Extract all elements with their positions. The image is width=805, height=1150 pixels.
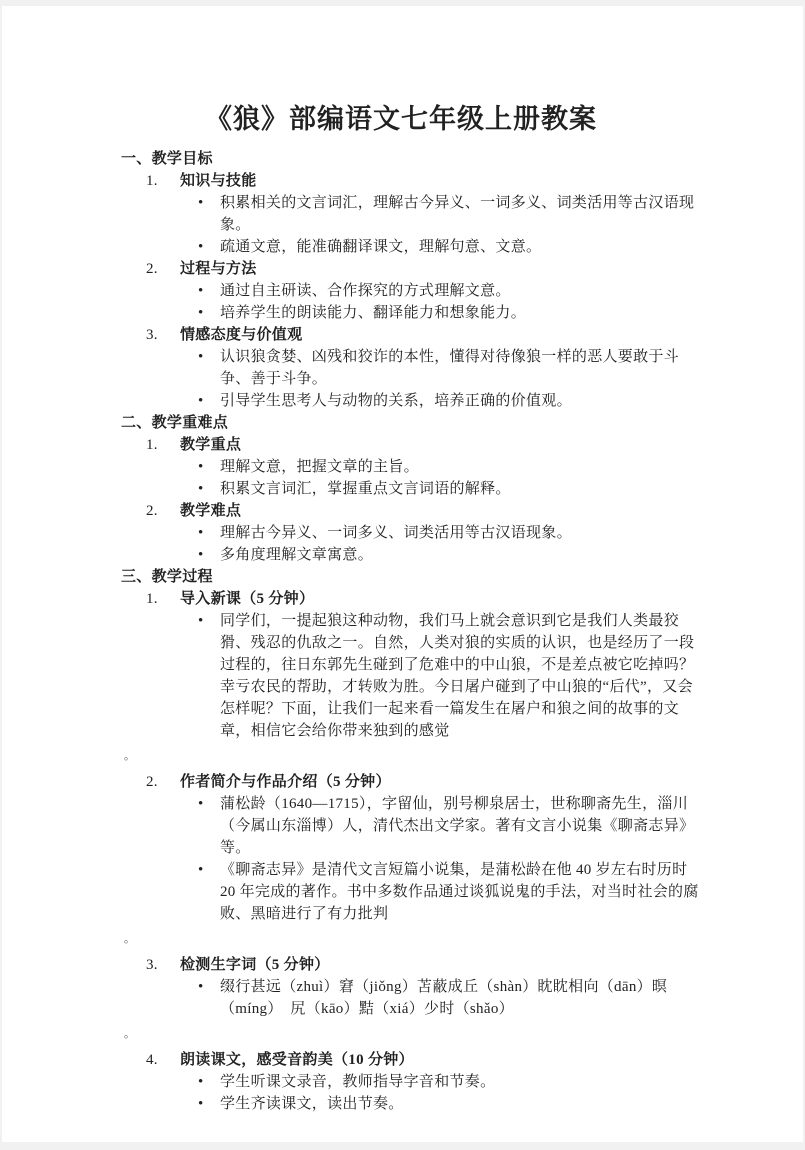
bullet-text: 通过自主研读、合作探究的方式理解文意。 xyxy=(220,283,511,299)
item-number: 4. xyxy=(146,1052,158,1068)
bullet-icon: • xyxy=(198,305,204,321)
bullet-text: 认识狼贪婪、凶残和狡诈的本性，懂得对待像狼一样的恶人要敢于斗争、善于斗争。 xyxy=(220,349,680,387)
bullet-text: 疏通文意，能准确翻译课文，理解句意、文意。 xyxy=(220,239,542,255)
bullet-icon: • xyxy=(198,393,204,409)
outline-item xyxy=(146,954,703,976)
bullet-text: 积累相关的文言词汇，理解古今异义、一词多义、词类活用等古汉语现象。 xyxy=(220,195,695,233)
bullet-icon: • xyxy=(198,283,204,299)
outline-item xyxy=(146,588,703,610)
item-title: 情感态度与价值观 xyxy=(180,327,303,343)
bullet-icon: • xyxy=(198,349,204,365)
item-number: 3. xyxy=(146,327,158,343)
bullet-icon: • xyxy=(198,796,204,812)
document-page xyxy=(2,6,803,1142)
section-heading: 三、教学过程 xyxy=(121,569,213,585)
bullet-item xyxy=(196,280,703,302)
bullet-icon: • xyxy=(198,195,204,211)
section-teaching-goals xyxy=(121,148,703,412)
item-number: 3. xyxy=(146,957,158,973)
section-key-difficult-points xyxy=(121,412,703,566)
item-title: 教学难点 xyxy=(180,503,242,519)
section-teaching-process xyxy=(121,566,703,1115)
bullet-item xyxy=(196,478,703,500)
section-heading: 一、教学目标 xyxy=(121,151,213,167)
bullet-item xyxy=(196,793,703,859)
outline-item xyxy=(146,258,703,280)
bullet-text: 同学们，一提起狼这种动物，我们马上就会意识到它是我们人类最狡猾、残忍的仇敌之一。自然，人类对狼的实质的认识，也是经历了一段过程的，往日东郭先生碰到了危难中的中山狼，不是差点被它吃掉吗？幸亏农民的帮助，才转败为胜。今日屠户碰到了中山狼的“后代”，又会怎样呢？下面，让我们一起来看一篇发生在屠户和狼之间的故事的文章，相信它会给你带来独到的感觉 xyxy=(220,613,695,739)
bullet-icon: • xyxy=(198,613,204,629)
item-number: 2. xyxy=(146,774,158,790)
stray-period: 。 xyxy=(124,1028,136,1040)
bullet-text: 学生齐读课文，读出节奏。 xyxy=(220,1096,404,1112)
bullet-item xyxy=(196,456,703,478)
item-title: 作者简介与作品介绍（5 分钟） xyxy=(180,774,391,790)
bullet-icon: • xyxy=(198,547,204,563)
bullet-item xyxy=(196,346,703,390)
stray-period: 。 xyxy=(124,750,136,762)
item-number: 2. xyxy=(146,261,158,277)
item-title: 朗读课文，感受音韵美（10 分钟） xyxy=(180,1052,414,1068)
bullet-item xyxy=(196,544,703,566)
bullet-item xyxy=(196,192,703,236)
item-title: 导入新课（5 分钟） xyxy=(180,591,315,607)
bullet-text: 缀行甚远（zhuì）窘（jiǒng）苫蔽成丘（shàn）眈眈相向（dān）暝（míng） 尻（kāo）黠（xiá）少时（shǎo） xyxy=(220,979,668,1017)
item-title: 教学重点 xyxy=(180,437,242,453)
bullet-icon: • xyxy=(198,862,204,878)
bullet-icon: • xyxy=(198,459,204,475)
item-title: 过程与方法 xyxy=(180,261,257,277)
stray-period: 。 xyxy=(124,933,136,945)
bullet-item xyxy=(196,1071,703,1093)
item-number: 2. xyxy=(146,503,158,519)
bullet-item xyxy=(196,390,703,412)
bullet-item xyxy=(196,976,703,1020)
outline-item xyxy=(146,324,703,346)
bullet-text: 多角度理解文章寓意。 xyxy=(220,547,374,563)
bullet-icon: • xyxy=(198,481,204,497)
outline-item xyxy=(146,434,703,456)
bullet-icon: • xyxy=(198,1074,204,1090)
bullet-icon: • xyxy=(198,1096,204,1112)
item-number: 1. xyxy=(146,173,158,189)
item-title: 知识与技能 xyxy=(180,173,257,189)
bullet-icon: • xyxy=(198,979,204,995)
bullet-item xyxy=(196,522,703,544)
outline-item xyxy=(146,500,703,522)
bullet-text: 学生听课文录音，教师指导字音和节奏。 xyxy=(220,1074,496,1090)
item-number: 1. xyxy=(146,437,158,453)
bullet-item xyxy=(196,610,703,742)
bullet-text: 理解古今异义、一词多义、词类活用等古汉语现象。 xyxy=(220,525,572,541)
bullet-icon: • xyxy=(198,239,204,255)
outline-item xyxy=(146,771,703,793)
item-title: 检测生字词（5 分钟） xyxy=(180,957,330,973)
outline-item xyxy=(146,170,703,192)
section-heading: 二、教学重难点 xyxy=(121,415,229,431)
bullet-item xyxy=(196,1093,703,1115)
bullet-item xyxy=(196,236,703,258)
outline-item xyxy=(146,1049,703,1071)
item-number: 1. xyxy=(146,591,158,607)
bullet-text: 引导学生思考人与动物的关系，培养正确的价值观。 xyxy=(220,393,572,409)
document-title: 《狼》部编语文七年级上册教案 xyxy=(205,104,597,134)
bullet-text: 理解文意，把握文章的主旨。 xyxy=(220,459,419,475)
bullet-text: 培养学生的朗读能力、翻译能力和想象能力。 xyxy=(220,305,527,321)
bullet-item xyxy=(196,302,703,324)
bullet-text: 《聊斋志异》是清代文言短篇小说集，是蒲松龄在他 40 岁左右时历时 20 年完成的著作。书中多数作品通过谈狐说鬼的手法，对当时社会的腐败、黑暗进行了有力批判 xyxy=(220,862,699,922)
bullet-text: 积累文言词汇，掌握重点文言词语的解释。 xyxy=(220,481,511,497)
bullet-icon: • xyxy=(198,525,204,541)
bullet-text: 蒲松龄（1640—1715），字留仙，别号柳泉居士，世称聊斋先生，淄川（今属山东淄博）人，清代杰出文学家。著有文言小说集《聊斋志异》等。 xyxy=(220,796,695,856)
bullet-item xyxy=(196,859,703,925)
